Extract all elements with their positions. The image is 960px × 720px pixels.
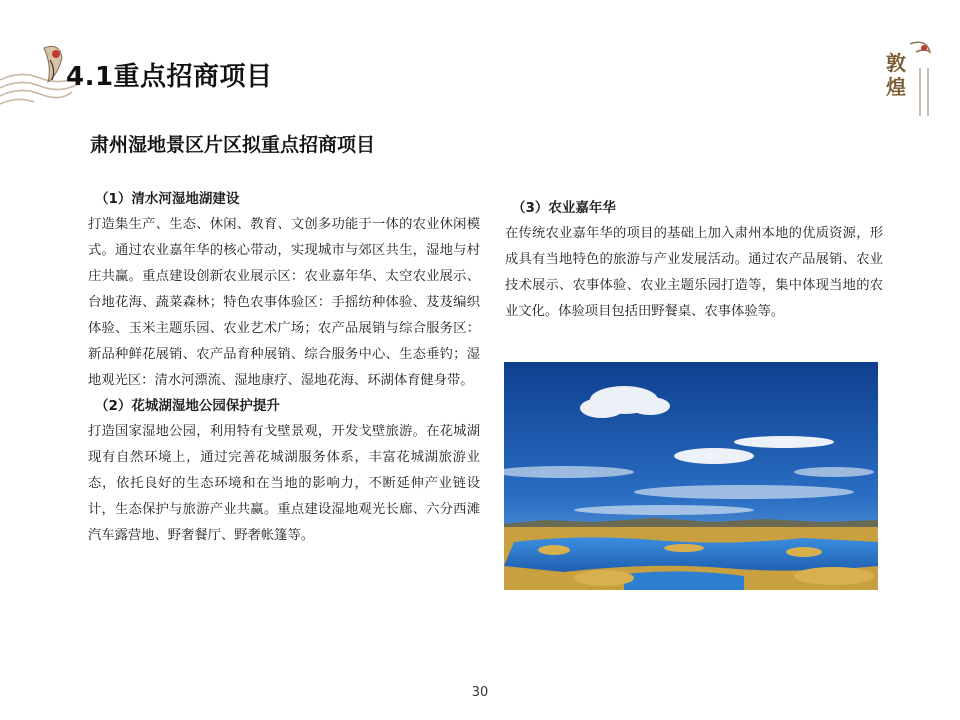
left-column — [88, 187, 480, 549]
page-title: 4.1重点招商项目 — [66, 62, 273, 92]
right-column — [505, 196, 883, 325]
item-2-title: （2）花城湖湿地公园保护提升 — [95, 398, 280, 414]
wetland-landscape-photo-icon — [504, 362, 878, 590]
section-title: 肃州湿地景区片区拟重点招商项目 — [90, 134, 376, 156]
dunhuang-logo — [880, 38, 940, 124]
item-3-title: （3）农业嘉年华 — [512, 200, 616, 216]
item-3-text: 在传统农业嘉年华的项目的基础上加入肃州本地的优质资源，形成具有当地特色的旅游与产业发展活动。通过农产品展销、农业技术展示、农事体验、农业主题乐园打造等，集中体现当地的农业文化。体验项目包括田野餐桌、农事体验等。 — [505, 226, 883, 319]
item-1-text: 打造集生产、生态、休闲、教育、文创多功能于一体的农业休闲模式。通过农业嘉年华的核心带动，实现城市与郊区共生，湿地与村庄共赢。重点建设创新农业展示区：农业嘉年华、太空农业展示、台地花海、蔬菜森林；特色农事体验区：手摇纺种体验、芨芨编织体验、玉米主题乐园、农业艺术广场；农产品展销与综合服务区：新品种鲜花展销、农产品育种展销、综合服务中心、生态垂钓；湿地观光区：清水河漂流、湿地康疗、湿地花海、环湖体育健身带。 — [88, 217, 480, 388]
logo-char-1: 敦 — [886, 51, 906, 75]
wetland-photo — [504, 362, 878, 590]
page-number: 30 — [471, 685, 489, 700]
logo-char-2: 煌 — [886, 75, 906, 99]
item-1-title: （1）清水河湿地湖建设 — [95, 191, 240, 207]
item-2-text: 打造国家湿地公园，利用特有戈壁景观，开发戈壁旅游。在花城湖现有自然环境上，通过完善花城湖服务体系，丰富花城湖旅游业态，依托良好的生态环境和在当地的影响力，不断延伸产业链设计，生态保护与旅游产业共赢。重点建设湿地观光长廊、六分西滩汽车露营地、野奢餐厅、野奢帐篷等。 — [88, 424, 480, 543]
